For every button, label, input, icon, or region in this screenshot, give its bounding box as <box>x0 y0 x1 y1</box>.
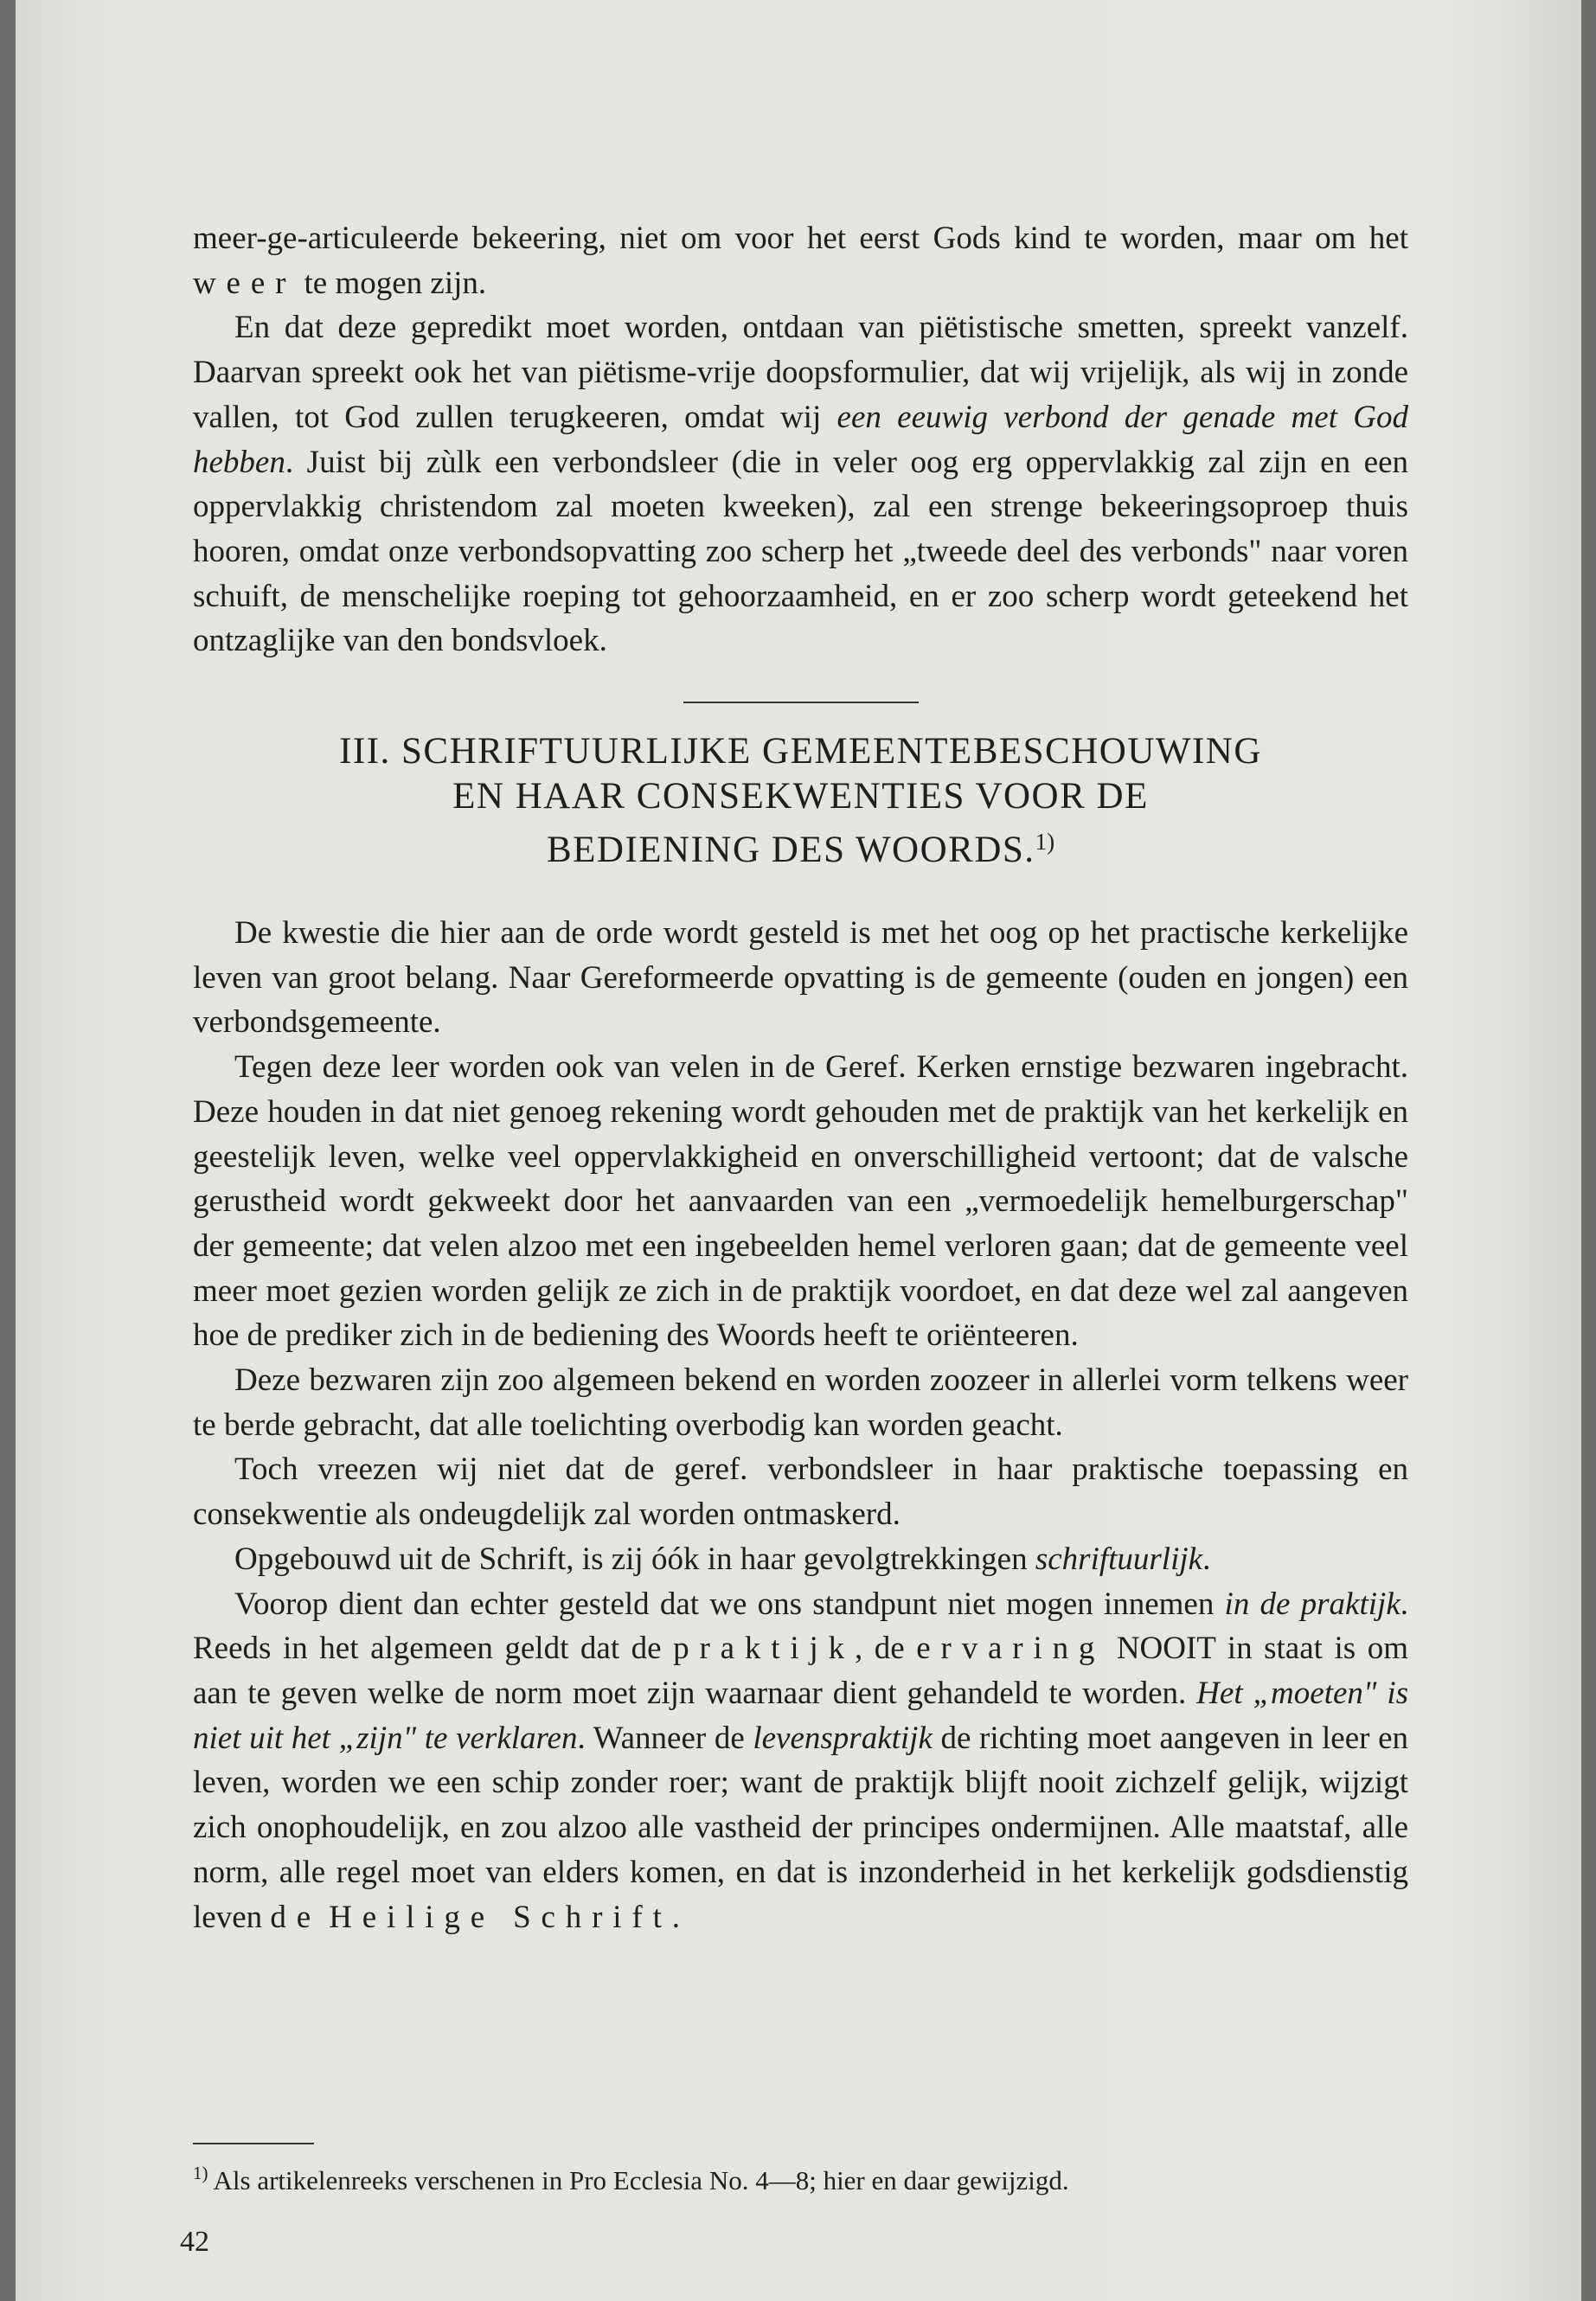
paragraph: Tegen deze leer worden ook van velen in de Geref. Kerken ernstige bezwaren ingebracht. Deze houden in dat niet genoeg rekening wordt gehouden met de praktijk van het kerkelijk en geestelijk leven, welke veel oppervlakkigheid en onverschilligheid vertoont; dat de valsche gerustheid wordt gekweekt door het aanvaarden van een „vermoedelijk hemelburgerschap" der gemeente; dat velen alzoo met een ingebeelden hemel verloren gaan; dat de gemeente veel meer moet gezien worden gelijk ze zich in de praktijk voordoet, en dat deze wel zal aangeven hoe de prediker zich in de bediening des Woords heeft te oriënteeren. <box>193 1049 1408 1354</box>
spaced-emphasis: weer <box>193 265 297 301</box>
spaced-emphasis: ervaring <box>916 1631 1106 1667</box>
paragraph: De kwestie die hier aan de orde wordt gesteld is met het oog op het practische kerkelijke leven van groot belang. Naar Gereformeerde opvatting is de gemeente (ouden en jongen) een verbondsgemeente. <box>193 915 1408 1041</box>
spaced-emphasis: de <box>270 1899 321 1935</box>
footnote-rule <box>193 2143 314 2144</box>
page-number: 42 <box>180 2226 209 2258</box>
footnote: $^{1)}$ Als artikelenreeks verschenen in Pro Ecclesia No. 4—8; hier en daar gewijzigd. <box>193 2163 1069 2195</box>
italic-phrase: in de praktijk <box>1224 1586 1401 1622</box>
section-separator <box>683 702 919 703</box>
footnote-mark: 1) <box>193 2163 208 2183</box>
paragraph: En dat deze gepredikt moet worden, ontdaan van piëtistische smetten, spreekt vanzelf. Daarvan spreekt ook het van piëtisme-vrije doopsformulier, dat wij vrijelijk, als wij in zonde vallen, tot God zullen terugkeeren, omdat wij een eeuwig verbond der genade met God hebben. Juist bij zùlk een verbondsleer (die in veler oog erg oppervlakkig zal zijn en een oppervlakkig christendom zal moeten kweeken), zal een strenge bekeeringsoproep thuis hooren, omdat onze verbondsopvatting zoo scherp het „tweede deel des verbonds" naar voren schuift, de menschelijke roeping tot gehoorzaamheid, en er zoo scherp wordt geteekend het ontzaglijke van den bondsvloek. <box>193 310 1408 659</box>
footnote-reference: 1) <box>1035 829 1055 856</box>
italic-phrase: Het „moeten" is niet uit het „zijn" te verklaren <box>193 1675 1408 1756</box>
italic-phrase: levenspraktijk <box>753 1720 933 1756</box>
italic-phrase: een eeuwig verbond der genade met God hebben <box>193 399 1408 480</box>
italic-phrase: schriftuurlijk <box>1035 1541 1203 1577</box>
paragraph: Voorop dient dan echter gesteld dat we ons standpunt niet mogen innemen in de praktijk. Reeds in het algemeen geldt dat de praktijk, de ervaring NOOIT in staat is om aan te geven welke de norm moet zijn waarnaar dient gehandeld te worden. Het „moeten" is niet uit het „zijn" te verklaren. Wanneer de levenspraktijk de richting moet aangeven in leer en leven, worden we een schip zonder roer; want de praktijk blijft nooit zichzelf gelijk, wijzigt zich onophoudelijk, en zou alzoo alle vastheid der principes ondermijnen. Alle maatstaf, alle norm, alle regel moet van elders komen, en dat is inzonderheid in het kerkelijk godsdienstig leven de Heilige Schrift. <box>193 1586 1408 1935</box>
section-heading: III. SCHRIFTUURLIJKE GEMEENTEBESCHOUWING EN HAAR CONSEKWENTIES VOOR DE BEDIENING DES WOORDS.$^{1)}$ <box>339 731 1262 871</box>
spaced-emphasis: praktijk <box>673 1631 855 1667</box>
paragraph: Deze bezwaren zijn zoo algemeen bekend en worden zoozeer in allerlei vorm telkens weer te berde gebracht, dat alle toelichting overbodig kan worden geacht. <box>193 1362 1408 1443</box>
spaced-emphasis: Heilige Schrift <box>329 1899 672 1935</box>
book-page <box>16 0 1581 2301</box>
paragraph-continuation: meer-ge-articuleerde bekeering, niet om voor het eerst Gods kind te worden, maar om het weer te mogen zijn. <box>193 221 1408 301</box>
main-text <box>193 216 1408 1939</box>
paragraph: Toch vreezen wij niet dat de geref. verbondsleer in haar praktische toepassing en consekwentie als ondeugdelijk zal worden ontmaskerd. <box>193 1452 1408 1533</box>
paragraph: Opgebouwd uit de Schrift, is zij óók in haar gevolgtrekkingen schriftuurlijk. <box>234 1541 1211 1577</box>
